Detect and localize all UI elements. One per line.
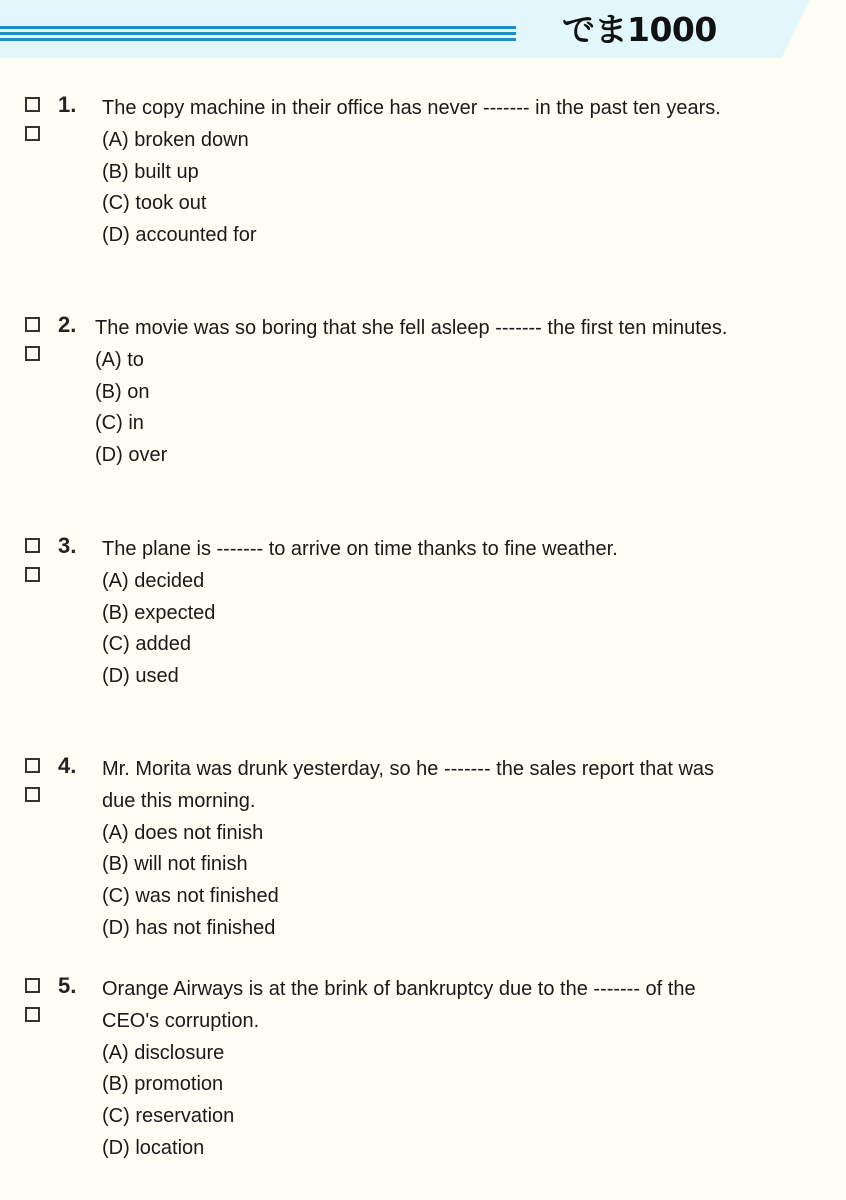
- answer-option-c[interactable]: (C) added: [102, 633, 191, 656]
- review-checkbox[interactable]: [25, 538, 40, 553]
- question-checkboxes: [25, 978, 40, 1036]
- page-header: [0, 0, 846, 60]
- answer-option-d[interactable]: (D) location: [102, 1136, 205, 1159]
- answer-option-b[interactable]: (B) expected: [102, 601, 216, 624]
- question-number: 4.: [58, 753, 77, 778]
- header-stripes: [0, 26, 516, 44]
- review-checkbox[interactable]: [25, 978, 40, 993]
- answer-option-d[interactable]: (D) over: [95, 444, 168, 467]
- answer-option-a[interactable]: (A) broken down: [102, 128, 249, 151]
- review-checkbox[interactable]: [25, 567, 40, 582]
- question-body: [102, 534, 618, 693]
- answer-option-a[interactable]: (A) decided: [102, 569, 205, 592]
- review-checkbox[interactable]: [25, 758, 40, 773]
- answer-option-d[interactable]: (D) accounted for: [102, 224, 257, 247]
- question-checkboxes: [25, 758, 40, 816]
- question-body: [95, 313, 727, 472]
- answer-option-c[interactable]: (C) took out: [102, 192, 207, 215]
- question-checkboxes: [25, 317, 40, 375]
- question-stem-continued: CEO's corruption.: [102, 1009, 260, 1032]
- answer-option-d[interactable]: (D) has not finished: [102, 916, 276, 939]
- answer-option-b[interactable]: (B) built up: [102, 160, 199, 183]
- review-checkbox[interactable]: [25, 317, 40, 332]
- review-checkbox[interactable]: [25, 1007, 40, 1022]
- answer-option-c[interactable]: (C) was not finished: [102, 885, 279, 908]
- answer-option-d[interactable]: (D) used: [102, 665, 179, 688]
- question-stem-continued: due this morning.: [102, 789, 256, 812]
- page-title: でま1000: [562, 10, 717, 49]
- question-stem: Mr. Morita was drunk yesterday, so he ------- the sales report that was: [102, 758, 715, 780]
- answer-option-a[interactable]: (A) does not finish: [102, 821, 264, 844]
- question-checkboxes: [25, 97, 40, 155]
- question-number: 5.: [58, 973, 77, 998]
- question-body: [102, 754, 714, 945]
- review-checkbox[interactable]: [25, 346, 40, 361]
- answer-option-a[interactable]: (A) disclosure: [102, 1041, 225, 1064]
- question-stem: The movie was so boring that she fell asleep ------- the first ten minutes.: [95, 317, 728, 339]
- answer-option-b[interactable]: (B) will not finish: [102, 853, 248, 876]
- answer-option-b[interactable]: (B) promotion: [102, 1073, 224, 1096]
- question-checkboxes: [25, 538, 40, 596]
- question-number: 2.: [58, 312, 77, 337]
- answer-option-a[interactable]: (A) to: [95, 348, 144, 371]
- review-checkbox[interactable]: [25, 126, 40, 141]
- question-stem: Orange Airways is at the brink of bankruptcy due to the ------- of the: [102, 978, 696, 1000]
- question-number: 3.: [58, 533, 77, 558]
- answer-option-c[interactable]: (C) in: [95, 412, 144, 435]
- answer-option-c[interactable]: (C) reservation: [102, 1105, 235, 1128]
- question-body: [102, 974, 696, 1165]
- review-checkbox[interactable]: [25, 787, 40, 802]
- question-stem: The plane is ------- to arrive on time thanks to fine weather.: [102, 538, 618, 560]
- answer-option-b[interactable]: (B) on: [95, 380, 150, 403]
- question-stem: The copy machine in their office has never ------- in the past ten years.: [102, 97, 721, 119]
- question-number: 1.: [58, 92, 77, 117]
- review-checkbox[interactable]: [25, 97, 40, 112]
- question-body: [102, 93, 721, 252]
